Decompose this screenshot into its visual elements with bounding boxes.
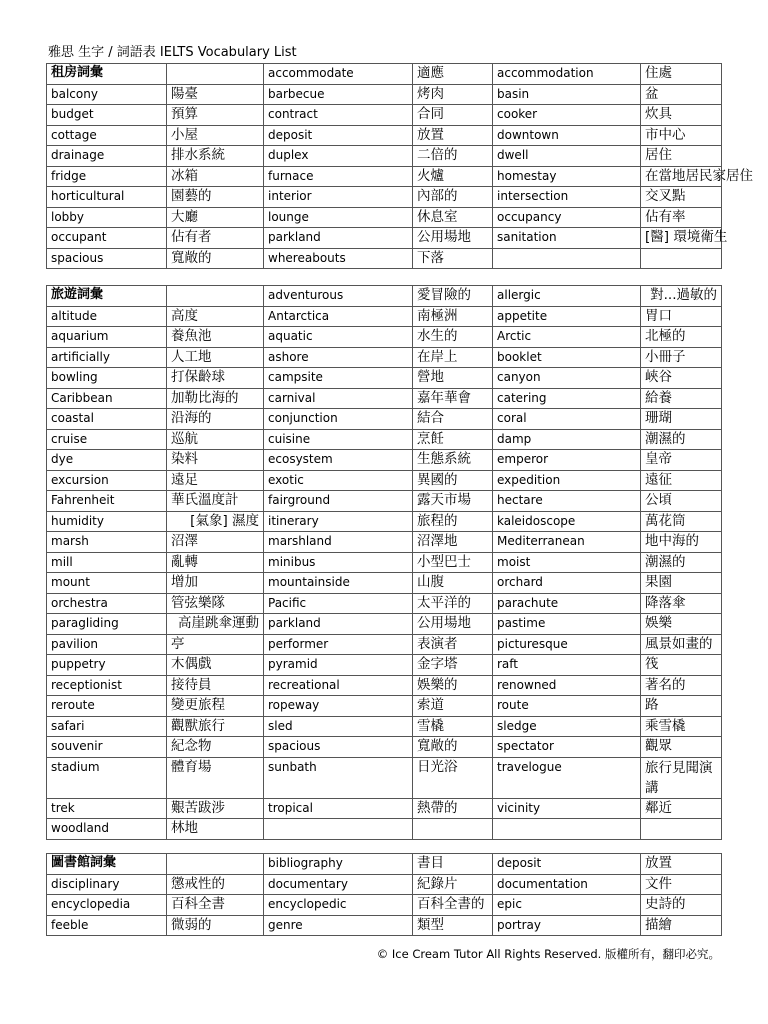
english-word: orchard [493, 573, 641, 594]
english-word: trek [47, 798, 167, 819]
english-word: tropical [264, 798, 413, 819]
table-row [47, 819, 722, 840]
chinese-meaning: 住處 [641, 64, 722, 85]
english-word: pyramid [264, 655, 413, 676]
document-title: 雅思 生字 / 詞語表 IELTS Vocabulary List [48, 45, 297, 60]
english-word: coral [493, 409, 641, 430]
chinese-meaning: 異國的 [413, 470, 493, 491]
chinese-meaning: 變更旅程 [167, 696, 264, 717]
english-word: intersection [493, 187, 641, 208]
english-word: Arctic [493, 327, 641, 348]
chinese-meaning: 史詩的 [641, 895, 722, 916]
english-word: sunbath [264, 757, 413, 798]
chinese-meaning: 觀獸旅行 [167, 716, 264, 737]
chinese-meaning: 內部的 [413, 187, 493, 208]
chinese-meaning: 華氏溫度計 [167, 491, 264, 512]
english-word: cooker [493, 105, 641, 126]
chinese-meaning [167, 286, 264, 307]
chinese-meaning: 觀眾 [641, 737, 722, 758]
table-row [47, 491, 722, 512]
chinese-meaning: 烤肉 [413, 84, 493, 105]
english-word: spectator [493, 737, 641, 758]
table-row [47, 327, 722, 348]
chinese-meaning: 文件 [641, 874, 722, 895]
chinese-meaning: [氣象] 濕度 [167, 511, 264, 532]
vocab-table-rental [46, 63, 753, 269]
chinese-meaning: 增加 [167, 573, 264, 594]
english-word: interior [264, 187, 413, 208]
english-word: sled [264, 716, 413, 737]
table-row [47, 675, 722, 696]
english-word: ecosystem [264, 450, 413, 471]
chinese-meaning: 胃口 [641, 306, 722, 327]
english-word: marshland [264, 532, 413, 553]
english-word: occupancy [493, 207, 641, 228]
english-word: duplex [264, 146, 413, 167]
english-word: budget [47, 105, 167, 126]
english-word: horticultural [47, 187, 167, 208]
table-row [47, 874, 722, 895]
english-word: cuisine [264, 429, 413, 450]
english-word: expedition [493, 470, 641, 491]
english-word: genre [264, 915, 413, 936]
chinese-meaning: 排水系統 [167, 146, 264, 167]
chinese-meaning: 索道 [413, 696, 493, 717]
chinese-meaning [167, 854, 264, 875]
table-row [47, 450, 722, 471]
chinese-meaning: 在岸上 [413, 347, 493, 368]
english-word: sanitation [493, 228, 641, 249]
chinese-meaning: 小冊子 [641, 347, 722, 368]
english-word: coastal [47, 409, 167, 430]
table-row [47, 105, 722, 126]
chinese-meaning: 炊具 [641, 105, 722, 126]
chinese-meaning: 高度 [167, 306, 264, 327]
english-word: Caribbean [47, 388, 167, 409]
chinese-meaning: [醫] 環境衛生 [641, 228, 722, 249]
english-word: portray [493, 915, 641, 936]
table-row [47, 614, 722, 635]
english-word: documentary [264, 874, 413, 895]
chinese-meaning: 對...過敏的 [641, 286, 722, 307]
chinese-meaning: 二倍的 [413, 146, 493, 167]
table-row [47, 532, 722, 553]
english-word: stadium [47, 757, 167, 798]
chinese-meaning: 加勒比海的 [167, 388, 264, 409]
english-word: raft [493, 655, 641, 676]
chinese-meaning: 市中心 [641, 125, 722, 146]
table-row [47, 228, 722, 249]
english-word: orchestra [47, 593, 167, 614]
table-row [47, 552, 722, 573]
table-row [47, 429, 722, 450]
section-header: 租房詞彙 [47, 64, 167, 85]
table-row [47, 716, 722, 737]
chinese-meaning: 佔有者 [167, 228, 264, 249]
chinese-meaning: 日光浴 [413, 757, 493, 798]
copyright-footer: © Ice Cream Tutor All Rights Reserved. 版權所有，翻印必究。 [376, 947, 720, 961]
english-word: bibliography [264, 854, 413, 875]
english-word: parkland [264, 228, 413, 249]
table-row [47, 125, 722, 146]
chinese-meaning: 南極洲 [413, 306, 493, 327]
chinese-meaning: 百科全書的 [413, 895, 493, 916]
table-row [47, 573, 722, 594]
chinese-meaning: 小型巴士 [413, 552, 493, 573]
chinese-meaning [413, 819, 493, 840]
english-word: safari [47, 716, 167, 737]
chinese-meaning: 珊瑚 [641, 409, 722, 430]
english-word: parkland [264, 614, 413, 635]
english-word: lounge [264, 207, 413, 228]
chinese-meaning: 居住 [641, 146, 722, 167]
english-word: encyclopedic [264, 895, 413, 916]
english-word: ashore [264, 347, 413, 368]
table-row [47, 409, 722, 430]
chinese-meaning: 懲戒性的 [167, 874, 264, 895]
chinese-meaning: 放置 [413, 125, 493, 146]
english-word: adventurous [264, 286, 413, 307]
chinese-meaning: 潮濕的 [641, 552, 722, 573]
english-word: accommodation [493, 64, 641, 85]
english-word [493, 248, 641, 269]
english-word: puppetry [47, 655, 167, 676]
english-word: mount [47, 573, 167, 594]
chinese-meaning: 冰箱 [167, 166, 264, 187]
table-row [47, 306, 722, 327]
english-word: pastime [493, 614, 641, 635]
chinese-meaning: 嘉年華會 [413, 388, 493, 409]
english-word: spacious [47, 248, 167, 269]
english-word: woodland [47, 819, 167, 840]
vocab-table-library [46, 853, 722, 936]
english-word: performer [264, 634, 413, 655]
table-row [47, 146, 722, 167]
english-word: encyclopedia [47, 895, 167, 916]
english-word: aquatic [264, 327, 413, 348]
chinese-meaning: 娛樂的 [413, 675, 493, 696]
english-word: balcony [47, 84, 167, 105]
english-word: lobby [47, 207, 167, 228]
chinese-meaning: 百科全書 [167, 895, 264, 916]
chinese-meaning: 峽谷 [641, 368, 722, 389]
english-word: documentation [493, 874, 641, 895]
chinese-meaning: 愛冒險的 [413, 286, 493, 307]
table-row [47, 470, 722, 491]
chinese-meaning: 沼澤 [167, 532, 264, 553]
english-word: receptionist [47, 675, 167, 696]
chinese-meaning: 潮濕的 [641, 429, 722, 450]
english-word: allergic [493, 286, 641, 307]
chinese-meaning: 北極的 [641, 327, 722, 348]
chinese-meaning: 放置 [641, 854, 722, 875]
table-row [47, 64, 722, 85]
chinese-meaning: 沿海的 [167, 409, 264, 430]
english-word: Fahrenheit [47, 491, 167, 512]
chinese-meaning: 寬敞的 [167, 248, 264, 269]
english-word: paragliding [47, 614, 167, 635]
chinese-meaning: 給養 [641, 388, 722, 409]
chinese-meaning: 盆 [641, 84, 722, 105]
chinese-meaning: 預算 [167, 105, 264, 126]
english-word: occupant [47, 228, 167, 249]
chinese-meaning: 染料 [167, 450, 264, 471]
chinese-meaning: 旅行見聞演講 [641, 757, 722, 798]
english-word: epic [493, 895, 641, 916]
chinese-meaning: 亭 [167, 634, 264, 655]
chinese-meaning [641, 248, 722, 269]
table-row [47, 798, 722, 819]
chinese-meaning: 園藝的 [167, 187, 264, 208]
table-row [47, 854, 722, 875]
chinese-meaning: 亂轉 [167, 552, 264, 573]
english-word: ropeway [264, 696, 413, 717]
table-row [47, 655, 722, 676]
chinese-meaning: 著名的 [641, 675, 722, 696]
chinese-meaning: 降落傘 [641, 593, 722, 614]
english-word: emperor [493, 450, 641, 471]
chinese-meaning: 風景如畫的 [641, 634, 722, 655]
chinese-meaning: 表演者 [413, 634, 493, 655]
english-word: dye [47, 450, 167, 471]
table-row [47, 634, 722, 655]
table-row [47, 895, 722, 916]
english-word: picturesque [493, 634, 641, 655]
table-row [47, 737, 722, 758]
english-word: drainage [47, 146, 167, 167]
chinese-meaning: 體育場 [167, 757, 264, 798]
table-row [47, 757, 722, 798]
english-word: basin [493, 84, 641, 105]
chinese-meaning: 鄰近 [641, 798, 722, 819]
english-word: kaleidoscope [493, 511, 641, 532]
table-row [47, 388, 722, 409]
chinese-meaning: 露天市場 [413, 491, 493, 512]
english-word: feeble [47, 915, 167, 936]
chinese-meaning: 木偶戲 [167, 655, 264, 676]
table-row [47, 696, 722, 717]
english-word: furnace [264, 166, 413, 187]
chinese-meaning: 下落 [413, 248, 493, 269]
chinese-meaning: 遠足 [167, 470, 264, 491]
english-word: parachute [493, 593, 641, 614]
english-word: reroute [47, 696, 167, 717]
english-word: cruise [47, 429, 167, 450]
chinese-meaning: 紀念物 [167, 737, 264, 758]
table-row [47, 347, 722, 368]
chinese-meaning: 在當地居民家居住 [641, 166, 722, 187]
chinese-meaning: 營地 [413, 368, 493, 389]
chinese-meaning: 合同 [413, 105, 493, 126]
table-row [47, 187, 722, 208]
chinese-meaning: 描繪 [641, 915, 722, 936]
chinese-meaning: 養魚池 [167, 327, 264, 348]
english-word: moist [493, 552, 641, 573]
table-row [47, 593, 722, 614]
chinese-meaning: 交叉點 [641, 187, 722, 208]
english-word: itinerary [264, 511, 413, 532]
english-word: dwell [493, 146, 641, 167]
english-word: exotic [264, 470, 413, 491]
english-word [493, 819, 641, 840]
chinese-meaning: 皇帝 [641, 450, 722, 471]
chinese-meaning: 金字塔 [413, 655, 493, 676]
chinese-meaning: 水生的 [413, 327, 493, 348]
english-word: renowned [493, 675, 641, 696]
chinese-meaning: 果園 [641, 573, 722, 594]
chinese-meaning: 旅程的 [413, 511, 493, 532]
section-header: 旅遊詞彙 [47, 286, 167, 307]
chinese-meaning: 寬敞的 [413, 737, 493, 758]
chinese-meaning: 陽臺 [167, 84, 264, 105]
english-word: aquarium [47, 327, 167, 348]
english-word: deposit [264, 125, 413, 146]
english-word: sledge [493, 716, 641, 737]
english-word: catering [493, 388, 641, 409]
chinese-meaning: 高崖跳傘運動 [167, 614, 264, 635]
chinese-meaning: 紀錄片 [413, 874, 493, 895]
chinese-meaning: 適應 [413, 64, 493, 85]
chinese-meaning: 林地 [167, 819, 264, 840]
table-row [47, 84, 722, 105]
english-word: marsh [47, 532, 167, 553]
english-word: conjunction [264, 409, 413, 430]
english-word: campsite [264, 368, 413, 389]
chinese-meaning: 結合 [413, 409, 493, 430]
english-word: fridge [47, 166, 167, 187]
english-word: Pacific [264, 593, 413, 614]
chinese-meaning [167, 64, 264, 85]
english-word: homestay [493, 166, 641, 187]
english-word: whereabouts [264, 248, 413, 269]
english-word: Antarctica [264, 306, 413, 327]
english-word: contract [264, 105, 413, 126]
english-word: damp [493, 429, 641, 450]
chinese-meaning: 路 [641, 696, 722, 717]
section-header: 圖書館詞彙 [47, 854, 167, 875]
chinese-meaning: 筏 [641, 655, 722, 676]
english-word: carnival [264, 388, 413, 409]
english-word: vicinity [493, 798, 641, 819]
table-row [47, 368, 722, 389]
chinese-meaning: 生態系統 [413, 450, 493, 471]
english-word: bowling [47, 368, 167, 389]
chinese-meaning: 娛樂 [641, 614, 722, 635]
english-word: recreational [264, 675, 413, 696]
chinese-meaning: 佔有率 [641, 207, 722, 228]
english-word: spacious [264, 737, 413, 758]
english-word [264, 819, 413, 840]
chinese-meaning: 巡航 [167, 429, 264, 450]
chinese-meaning: 萬花筒 [641, 511, 722, 532]
vocab-table-travel [46, 285, 722, 840]
english-word: barbecue [264, 84, 413, 105]
chinese-meaning: 小屋 [167, 125, 264, 146]
english-word: deposit [493, 854, 641, 875]
chinese-meaning: 地中海的 [641, 532, 722, 553]
english-word: downtown [493, 125, 641, 146]
chinese-meaning: 公用場地 [413, 614, 493, 635]
chinese-meaning: 火爐 [413, 166, 493, 187]
chinese-meaning: 打保齡球 [167, 368, 264, 389]
chinese-meaning: 熱帶的 [413, 798, 493, 819]
english-word: Mediterranean [493, 532, 641, 553]
english-word: artificially [47, 347, 167, 368]
table-row [47, 286, 722, 307]
english-word: fairground [264, 491, 413, 512]
chinese-meaning: 山腹 [413, 573, 493, 594]
table-row [47, 915, 722, 936]
english-word: mountainside [264, 573, 413, 594]
chinese-meaning: 公用場地 [413, 228, 493, 249]
chinese-meaning: 遠征 [641, 470, 722, 491]
english-word: accommodate [264, 64, 413, 85]
english-word: travelogue [493, 757, 641, 798]
chinese-meaning: 休息室 [413, 207, 493, 228]
chinese-meaning: 艱苦跋涉 [167, 798, 264, 819]
english-word: cottage [47, 125, 167, 146]
english-word: minibus [264, 552, 413, 573]
chinese-meaning: 公頃 [641, 491, 722, 512]
english-word: appetite [493, 306, 641, 327]
chinese-meaning: 乘雪橇 [641, 716, 722, 737]
chinese-meaning: 類型 [413, 915, 493, 936]
chinese-meaning: 人工地 [167, 347, 264, 368]
english-word: disciplinary [47, 874, 167, 895]
chinese-meaning [641, 819, 722, 840]
table-row [47, 248, 722, 269]
chinese-meaning: 烹飪 [413, 429, 493, 450]
chinese-meaning: 書目 [413, 854, 493, 875]
chinese-meaning: 微弱的 [167, 915, 264, 936]
chinese-meaning: 大廳 [167, 207, 264, 228]
chinese-meaning: 接待員 [167, 675, 264, 696]
chinese-meaning: 雪橇 [413, 716, 493, 737]
english-word: mill [47, 552, 167, 573]
english-word: souvenir [47, 737, 167, 758]
english-word: booklet [493, 347, 641, 368]
table-row [47, 207, 722, 228]
english-word: humidity [47, 511, 167, 532]
table-row [47, 511, 722, 532]
english-word: hectare [493, 491, 641, 512]
chinese-meaning: 管弦樂隊 [167, 593, 264, 614]
english-word: pavilion [47, 634, 167, 655]
english-word: canyon [493, 368, 641, 389]
chinese-meaning: 沼澤地 [413, 532, 493, 553]
table-row [47, 166, 722, 187]
chinese-meaning: 太平洋的 [413, 593, 493, 614]
english-word: altitude [47, 306, 167, 327]
english-word: route [493, 696, 641, 717]
english-word: excursion [47, 470, 167, 491]
